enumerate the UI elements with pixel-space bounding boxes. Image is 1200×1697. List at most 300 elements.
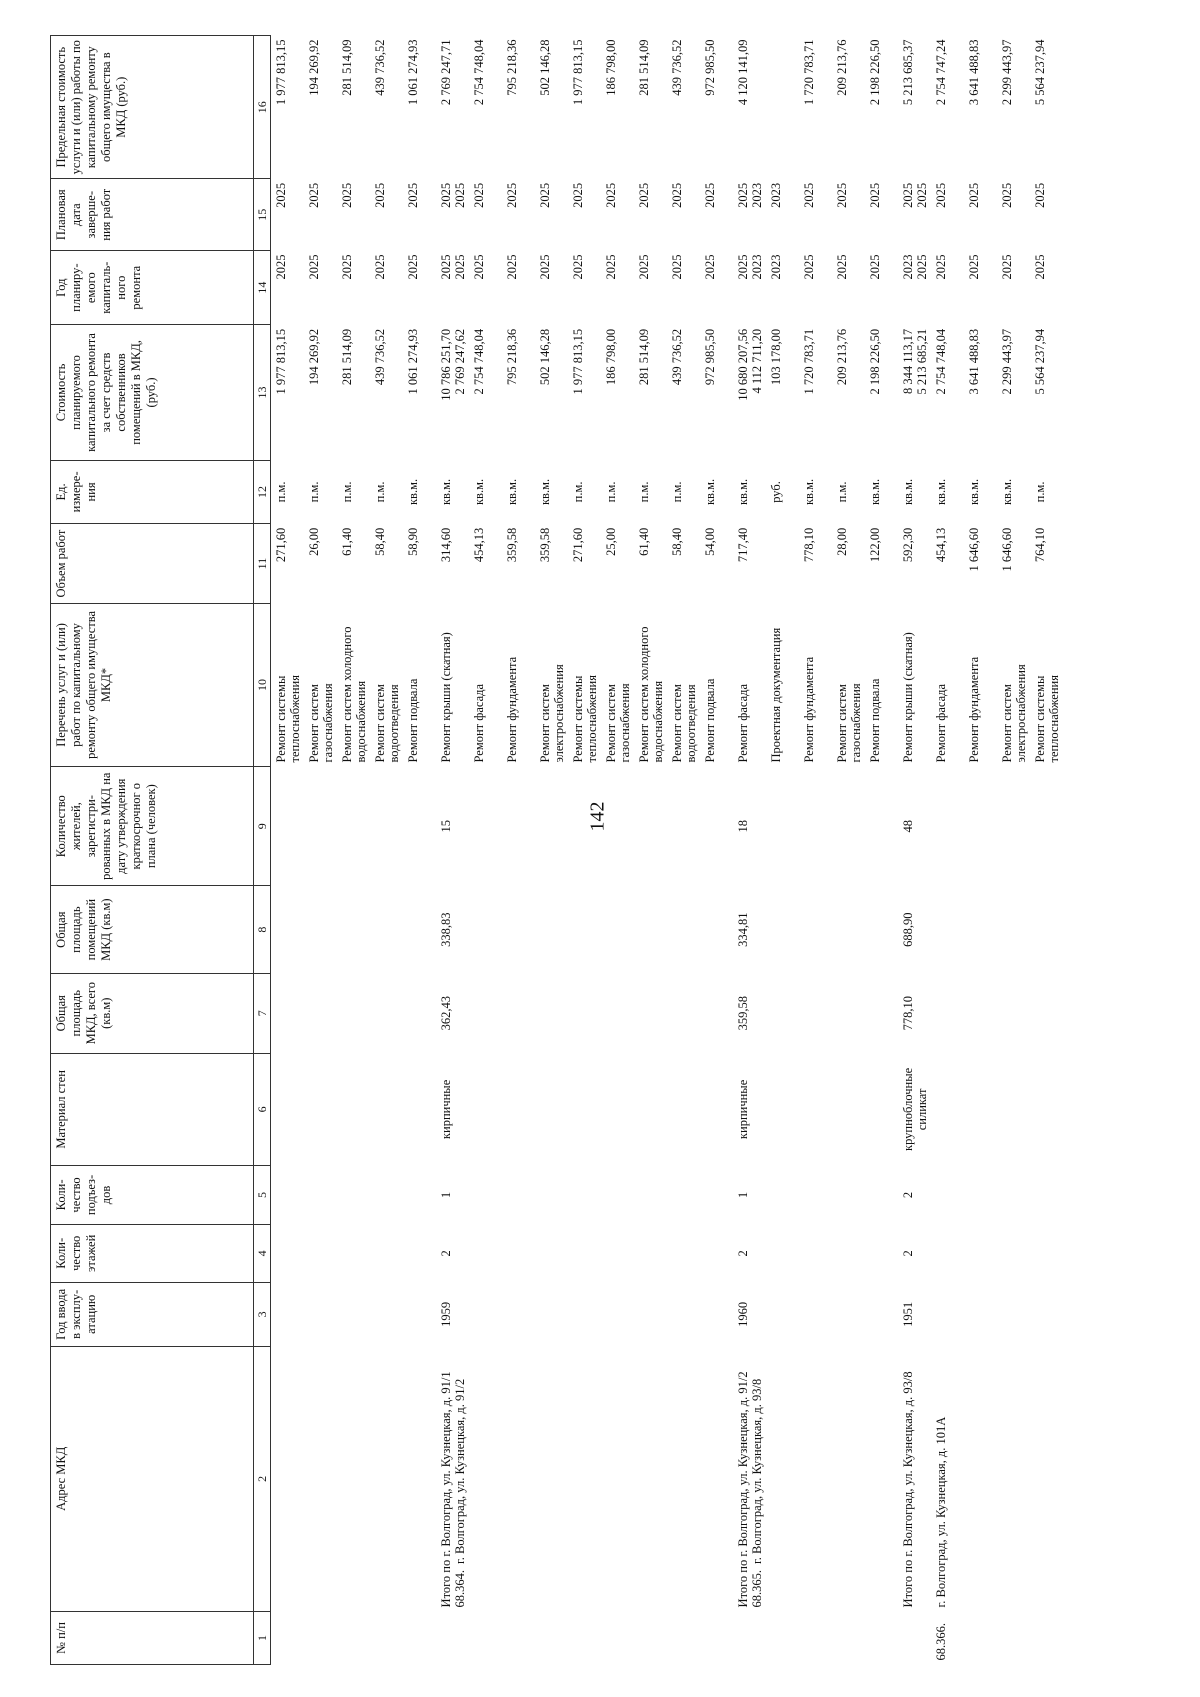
unit: кв.м.	[868, 478, 882, 506]
cell-unit	[770, 460, 803, 524]
cell-floors	[935, 1224, 968, 1282]
cost: 2 198 226,50	[868, 328, 882, 395]
cell-cost	[539, 325, 572, 460]
cell-number	[572, 1611, 605, 1664]
row-number: 68.364.	[452, 1569, 467, 1608]
cell-floors	[374, 1224, 407, 1282]
work-type: Ремонт подвала	[703, 678, 717, 763]
cell-area-rooms	[902, 886, 935, 974]
cell-limit	[605, 36, 638, 179]
cell-year-built	[407, 1282, 440, 1346]
column-number: 7	[254, 973, 271, 1053]
cell-work	[539, 603, 572, 766]
cost: 1 720 783,71	[802, 328, 816, 395]
cell-work	[341, 603, 374, 766]
cell-work	[572, 603, 605, 766]
cell-year-built	[341, 1282, 374, 1346]
cell-material	[770, 1053, 803, 1166]
cell-address	[308, 1346, 341, 1611]
cell-area-rooms	[605, 886, 638, 974]
row-number: 68.366.	[934, 1623, 948, 1661]
cell-area-rooms	[770, 886, 803, 974]
table-row	[1001, 36, 1034, 1665]
cell-repair-year	[341, 251, 374, 325]
cost: 5 213 685,21	[914, 328, 929, 395]
table-row	[539, 36, 572, 1665]
cell-work	[935, 603, 968, 766]
header-cell: Стоимость планируемого капитального ремонта за счет средств собственников помещений в МКД, (руб.)	[51, 325, 254, 460]
cell-residents	[308, 767, 341, 886]
cell-volume	[473, 524, 506, 604]
cell-cost	[737, 325, 770, 460]
cell-number	[407, 1611, 440, 1664]
cell-material	[836, 1053, 869, 1166]
year-built: 1959	[439, 1301, 453, 1327]
cell-end-date	[1001, 179, 1034, 251]
limit-cost: 439 736,52	[373, 39, 387, 96]
cell-end-date	[869, 179, 902, 251]
cell-residents	[572, 767, 605, 886]
work-volume: 778,10	[802, 527, 816, 563]
cell-end-date	[308, 179, 341, 251]
cell-floors	[539, 1224, 572, 1282]
work-volume: 717,40	[736, 527, 750, 563]
repair-year: 2025	[967, 254, 981, 280]
year-built: 1960	[736, 1301, 750, 1327]
end-date: 2025	[914, 182, 929, 208]
cell-material	[869, 1053, 902, 1166]
column-number: 10	[254, 603, 271, 766]
cell-number	[968, 1611, 1001, 1664]
cell-floors	[704, 1224, 737, 1282]
floors: 2	[901, 1250, 915, 1257]
header-cell: Материал стен	[51, 1053, 254, 1166]
cell-year-built	[1034, 1282, 1067, 1346]
cell-volume	[704, 524, 737, 604]
cell-area-rooms	[572, 886, 605, 974]
cell-end-date	[935, 179, 968, 251]
cell-end-date	[506, 179, 539, 251]
repair-year: 2025	[505, 254, 519, 280]
cell-work	[770, 603, 803, 766]
cost: 281 514,09	[340, 328, 354, 386]
cell-repair-year	[671, 251, 704, 325]
cost: 439 736,52	[373, 328, 387, 386]
table-row	[1034, 36, 1067, 1665]
header-cell: Перечень услуг и (или) работ по капитальному ремонту общего имущества МКД*	[51, 603, 254, 766]
cost-total: 10 680 207,56	[736, 328, 750, 401]
cost: 2 299 443,97	[1000, 328, 1014, 395]
cell-unit	[539, 460, 572, 524]
cell-area-rooms	[836, 886, 869, 974]
work-volume: 58,40	[670, 527, 684, 556]
cost: 795 218,36	[505, 328, 519, 386]
cell-residents	[671, 767, 704, 886]
cell-floors	[638, 1224, 671, 1282]
cell-area-total	[704, 973, 737, 1053]
cell-address	[271, 1346, 309, 1611]
cell-work	[737, 603, 770, 766]
cell-volume	[935, 524, 968, 604]
limit-cost: 439 736,52	[670, 39, 684, 96]
cell-unit	[1034, 460, 1067, 524]
cell-area-rooms	[968, 886, 1001, 974]
end-date-total: 2025	[736, 182, 750, 208]
column-number: 2	[254, 1346, 271, 1611]
header-cell: Коли-чество подъез-дов	[51, 1166, 254, 1224]
cell-unit	[704, 460, 737, 524]
cell-floors	[836, 1224, 869, 1282]
work-volume: 454,13	[472, 527, 486, 563]
limit-cost: 186 798,00	[604, 39, 618, 96]
cell-area-total	[836, 973, 869, 1053]
unit: кв.м.	[538, 478, 552, 506]
floors: 2	[439, 1250, 453, 1257]
end-date: 2025	[1000, 182, 1014, 208]
cell-unit	[1001, 460, 1034, 524]
cell-year-built	[605, 1282, 638, 1346]
cell-floors	[271, 1224, 309, 1282]
cell-limit	[539, 36, 572, 179]
repair-year: 2023	[749, 254, 764, 280]
work-type: Ремонт систем электроснабжения	[538, 664, 566, 763]
end-date: 2025	[472, 182, 486, 208]
row-number-address	[454, 1350, 468, 1607]
cell-floors	[440, 1224, 473, 1282]
cell-area-rooms	[704, 886, 737, 974]
cell-limit	[473, 36, 506, 179]
cell-limit	[671, 36, 704, 179]
cell-end-date	[341, 179, 374, 251]
column-number: 6	[254, 1053, 271, 1166]
cell-area-rooms	[737, 886, 770, 974]
cell-floors	[737, 1224, 770, 1282]
cell-work	[968, 603, 1001, 766]
cell-year-built	[440, 1282, 473, 1346]
repair-year: 2025	[538, 254, 552, 280]
cell-volume	[1001, 524, 1034, 604]
end-date: 2025	[406, 182, 420, 208]
cell-floors	[341, 1224, 374, 1282]
cell-number	[605, 1611, 638, 1664]
unit: кв.м.	[934, 478, 948, 506]
end-date: 2025	[670, 182, 684, 208]
cell-area-rooms	[869, 886, 902, 974]
cell-cost	[803, 325, 836, 460]
cell-work	[440, 603, 473, 766]
cell-area-rooms	[341, 886, 374, 974]
cell-entrances	[440, 1166, 473, 1224]
cost: 2 754 748,04	[472, 328, 486, 395]
cost: 502 146,28	[538, 328, 552, 386]
cell-year-built	[271, 1282, 309, 1346]
cell-work	[704, 603, 737, 766]
cell-number	[902, 1611, 935, 1664]
unit: кв.м.	[967, 478, 981, 506]
unit: кв.м.	[472, 478, 486, 506]
work-volume: 28,00	[835, 527, 849, 556]
cell-end-date	[704, 179, 737, 251]
cell-year-built	[935, 1282, 968, 1346]
cell-entrances	[1001, 1166, 1034, 1224]
cell-material	[572, 1053, 605, 1166]
cell-end-date	[803, 179, 836, 251]
entrances: 1	[736, 1191, 750, 1199]
cell-number	[770, 1611, 803, 1664]
cell-end-date	[968, 179, 1001, 251]
cell-cost	[671, 325, 704, 460]
work-volume: 26,00	[307, 527, 321, 556]
cell-material	[440, 1053, 473, 1166]
cell-area-total	[374, 973, 407, 1053]
work-type: Ремонт систем водоотведения	[373, 684, 401, 763]
cell-floors	[506, 1224, 539, 1282]
cell-end-date	[638, 179, 671, 251]
cell-residents	[473, 767, 506, 886]
cell-area-total	[935, 973, 968, 1053]
cell-volume	[374, 524, 407, 604]
cost: 194 269,92	[307, 328, 321, 386]
table-row	[341, 36, 374, 1665]
unit: кв.м.	[802, 478, 816, 506]
cell-floors	[968, 1224, 1001, 1282]
wall-material: кирпичные	[736, 1079, 750, 1140]
cell-material	[374, 1053, 407, 1166]
cell-unit	[737, 460, 770, 524]
repair-year: 2025	[670, 254, 684, 280]
header-cell: Год ввода в эксплу-атацию	[51, 1282, 254, 1346]
table-row	[803, 36, 836, 1665]
cell-material	[539, 1053, 572, 1166]
cell-material	[407, 1053, 440, 1166]
cell-work	[836, 603, 869, 766]
cell-end-date	[572, 179, 605, 251]
work-volume: 61,40	[340, 527, 354, 556]
cell-floors	[902, 1224, 935, 1282]
cell-work	[803, 603, 836, 766]
cell-volume	[836, 524, 869, 604]
cost-total: 10 786 251,70	[439, 328, 453, 401]
cell-end-date	[770, 179, 803, 251]
cell-unit	[902, 460, 935, 524]
cell-floors	[770, 1224, 803, 1282]
repair-year: 2025	[406, 254, 420, 280]
cell-area-rooms	[473, 886, 506, 974]
column-number-row	[254, 36, 271, 1665]
repair-year: 2025	[934, 254, 948, 280]
cell-repair-year	[803, 251, 836, 325]
cell-area-total	[506, 973, 539, 1053]
limit-cost: 1 061 274,93	[406, 39, 420, 106]
work-volume: 314,60	[439, 527, 453, 563]
header-row	[51, 36, 254, 1665]
rotated-table-wrapper	[50, 35, 1190, 1665]
column-number: 1	[254, 1611, 271, 1664]
year-built: 1951	[901, 1301, 915, 1327]
cost: 209 213,76	[835, 328, 849, 386]
work-type: Ремонт фундамента	[967, 656, 981, 763]
work-volume: 58,90	[406, 527, 420, 556]
limit-cost: 4 120 141,09	[736, 39, 750, 106]
limit-cost: 2 299 443,97	[1000, 39, 1014, 106]
cell-end-date	[671, 179, 704, 251]
work-volume: 359,58	[538, 527, 552, 563]
cell-floors	[1001, 1224, 1034, 1282]
cell-cost	[271, 325, 309, 460]
cell-year-built	[770, 1282, 803, 1346]
cell-volume	[407, 524, 440, 604]
cell-repair-year	[836, 251, 869, 325]
cell-number	[935, 1611, 968, 1664]
cell-year-built	[836, 1282, 869, 1346]
work-volume: 271,60	[571, 527, 585, 563]
cell-cost	[836, 325, 869, 460]
cell-year-built	[572, 1282, 605, 1346]
cell-address	[737, 1346, 770, 1611]
cell-end-date	[440, 179, 473, 251]
work-type: Ремонт систем газоснабжения	[835, 683, 863, 763]
cell-work	[473, 603, 506, 766]
cell-year-built	[803, 1282, 836, 1346]
unit: п.м.	[604, 481, 618, 503]
cell-area-total	[407, 973, 440, 1053]
repair-year-total: 2025	[736, 254, 750, 280]
floors: 2	[736, 1250, 750, 1257]
header-cell: Общая площадь помещений МКД (кв.м)	[51, 886, 254, 974]
cell-cost	[308, 325, 341, 460]
cell-residents	[605, 767, 638, 886]
cell-repair-year	[770, 251, 803, 325]
unit: п.м.	[835, 481, 849, 503]
cell-cost	[605, 325, 638, 460]
residents: 18	[736, 819, 750, 833]
cell-cost	[506, 325, 539, 460]
cell-material	[1001, 1053, 1034, 1166]
end-date: 2025	[1033, 182, 1047, 208]
end-date: 2023	[749, 182, 764, 208]
cell-unit	[803, 460, 836, 524]
end-date-total: 2025	[439, 182, 453, 208]
end-date: 2025	[967, 182, 981, 208]
cell-residents	[935, 767, 968, 886]
cell-year-built	[704, 1282, 737, 1346]
cell-entrances	[704, 1166, 737, 1224]
repair-year: 2025	[637, 254, 651, 280]
repair-year: 2025	[703, 254, 717, 280]
cell-entrances	[407, 1166, 440, 1224]
end-date: 2025	[868, 182, 882, 208]
table-row	[968, 36, 1001, 1665]
cell-area-total	[638, 973, 671, 1053]
unit: п.м.	[1033, 481, 1047, 503]
cell-area-total	[1034, 973, 1067, 1053]
unit: кв.м.	[406, 478, 420, 506]
cell-residents	[902, 767, 935, 886]
work-type: Ремонт систем газоснабжения	[307, 683, 335, 763]
header-cell: Адрес МКД	[51, 1346, 254, 1611]
cell-limit	[1001, 36, 1034, 179]
cell-residents	[1034, 767, 1067, 886]
cell-number	[704, 1611, 737, 1664]
area-rooms: 334,81	[736, 912, 750, 947]
cell-unit	[473, 460, 506, 524]
cell-residents	[638, 767, 671, 886]
cell-material	[671, 1053, 704, 1166]
cell-material	[935, 1053, 968, 1166]
cell-limit	[271, 36, 309, 179]
work-volume: 592,30	[901, 527, 915, 563]
column-number: 16	[254, 36, 271, 179]
row-number: 68.365.	[749, 1569, 764, 1608]
limit-cost: 281 514,09	[340, 39, 354, 96]
total-label: Итого по г. Волгоград, ул. Кузнецкая, д. 93/8	[901, 1371, 915, 1608]
column-number: 14	[254, 251, 271, 325]
cell-cost	[473, 325, 506, 460]
cell-repair-year	[737, 251, 770, 325]
repair-year: 2025	[373, 254, 387, 280]
work-type: Ремонт подвала	[406, 678, 420, 763]
limit-cost: 5 564 237,94	[1033, 39, 1047, 106]
cell-repair-year	[308, 251, 341, 325]
cell-floors	[605, 1224, 638, 1282]
unit: п.м.	[340, 481, 354, 503]
cell-address	[473, 1346, 506, 1611]
cell-repair-year	[407, 251, 440, 325]
cell-address	[407, 1346, 440, 1611]
cell-material	[605, 1053, 638, 1166]
cell-work	[374, 603, 407, 766]
cell-material	[638, 1053, 671, 1166]
cell-work	[308, 603, 341, 766]
cell-floors	[407, 1224, 440, 1282]
cell-entrances	[308, 1166, 341, 1224]
unit: кв.м.	[505, 478, 519, 506]
cell-repair-year	[704, 251, 737, 325]
cell-area-rooms	[1034, 886, 1067, 974]
cell-volume	[902, 524, 935, 604]
cell-limit	[803, 36, 836, 179]
repair-year: 2025	[307, 254, 321, 280]
cell-area-rooms	[671, 886, 704, 974]
limit-cost: 1 720 783,71	[802, 39, 816, 106]
cell-material	[968, 1053, 1001, 1166]
cell-volume	[1034, 524, 1067, 604]
cell-volume	[869, 524, 902, 604]
cost: 1 061 274,93	[406, 328, 420, 395]
end-date: 2025	[373, 182, 387, 208]
cell-number	[473, 1611, 506, 1664]
cell-area-total	[473, 973, 506, 1053]
cell-residents	[704, 767, 737, 886]
work-type: Ремонт систем холодного водоснабжения	[340, 626, 368, 763]
end-date: 2025	[604, 182, 618, 208]
cell-limit	[737, 36, 770, 179]
table-row	[374, 36, 407, 1665]
end-date: 2025	[274, 182, 288, 208]
table-row	[737, 36, 770, 1665]
cell-floors	[869, 1224, 902, 1282]
cell-area-total	[572, 973, 605, 1053]
unit: кв.м.	[439, 478, 453, 506]
cell-number	[308, 1611, 341, 1664]
cell-repair-year	[539, 251, 572, 325]
cell-work	[271, 603, 309, 766]
cell-repair-year	[473, 251, 506, 325]
limit-cost: 795 218,36	[505, 39, 519, 96]
repair-year: 2023	[769, 254, 783, 280]
cell-unit	[935, 460, 968, 524]
cell-residents	[1001, 767, 1034, 886]
